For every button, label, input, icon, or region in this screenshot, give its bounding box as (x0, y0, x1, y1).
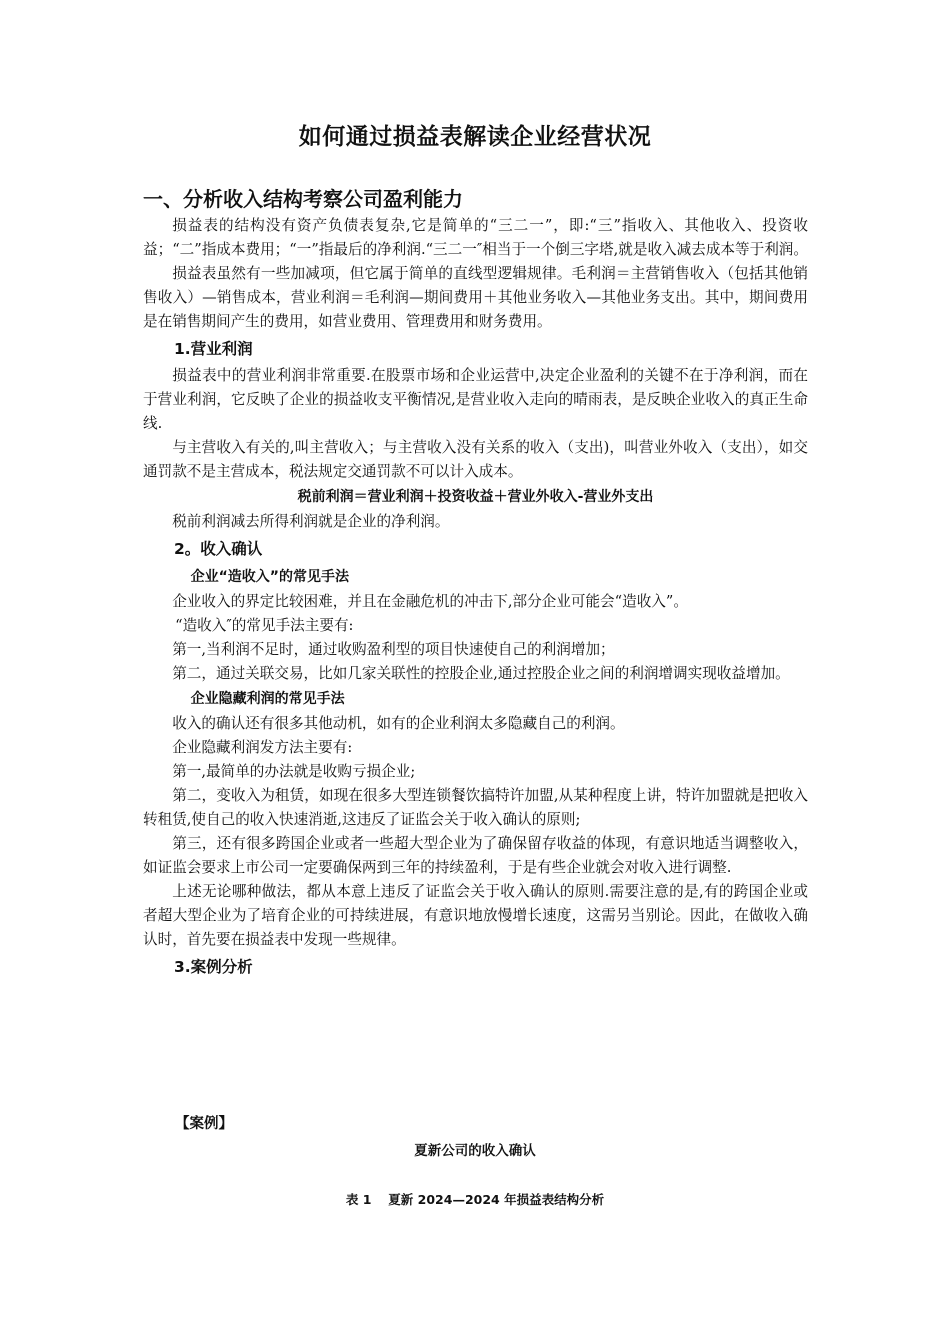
paragraph: 第三，还有很多跨国企业或者一些超大型企业为了确保留存收益的体现，有意识地适当调整收入，如证监会要求上市公司一定要确保两到三年的持续盈利，于是有些企业就会对收入进行调整. (143, 835, 808, 876)
paragraph: “造收入″的常见手法主要有: (175, 617, 354, 634)
paragraph: 第二，变收入为租赁，如现在很多大型连锁餐饮搞特许加盟,从某种程度上讲，特许加盟就是把收入转租赁,使自己的收入快速消逝,这违反了证监会关于收入确认的原则; (143, 787, 808, 828)
subheading-fake-revenue: 企业“造收入”的常见手法 (190, 569, 349, 585)
paragraph: 税前利润减去所得利润就是企业的净利润。 (172, 513, 450, 530)
paragraph: 与主营收入有关的,叫主营收入；与主营收入没有关系的收入（支出)，叫营业外收入（支出），如交通罚款不是主营成本，税法规定交通罚款不可以计入成本。 (143, 439, 808, 480)
case-label: 【案例】 (175, 1116, 233, 1132)
table-caption: 表 1 夏新 2024—2024 年损益表结构分析 (345, 1192, 605, 1207)
paragraph: 上述无论哪种做法，都从本意上违反了证监会关于收入确认的原则.需要注意的是,有的跨国企业或者超大型企业为了培育企业的可持续进展，有意识地放慢增长速度，这需另当别论。因此，在做收入确认时，首先要在损益表中发现一些规律。 (143, 883, 808, 948)
section-heading-1: 一、分析收入结构考察公司盈利能力 (143, 187, 463, 211)
paragraph: 损益表的结构没有资产负债表复杂,它是简单的“三二一”，即:“三”指收入、其他收入、投资收益；“二”指成本费用；“一”指最后的净利润.“三二一″相当于一个倒三字塔,就是收入减去成本等于利润。 (143, 217, 808, 258)
paragraph: 损益表中的营业利润非常重要.在股票市场和企业运营中,决定企业盈利的关键不在于净利润，而在于营业利润，它反映了企业的损益收支平衡情况,是营业收入走向的晴雨表，是反映企业收入的真正生命线. (143, 367, 808, 432)
paragraph: 第二，通过关联交易，比如几家关联性的控股企业,通过控股企业之间的利润增调实现收益增加。 (172, 665, 790, 682)
subheading-revenue-recognition: 2。收入确认 (174, 540, 263, 558)
document-body (143, 214, 808, 982)
case-title: 夏新公司的收入确认 (414, 1143, 536, 1159)
subheading-case-analysis: 3.案例分析 (174, 958, 253, 976)
paragraph: 第一,最简单的办法就是收购亏损企业; (172, 763, 416, 780)
paragraph: 企业收入的界定比较困难，并且在金融危机的冲击下,部分企业可能会“造收入”。 (172, 593, 688, 610)
document-title: 如何通过损益表解读企业经营状况 (298, 124, 652, 150)
paragraph: 企业隐藏利润发方法主要有: (172, 739, 353, 756)
formula-pretax-profit: 税前利润＝营业利润＋投资收益＋营业外收入-营业外支出 (297, 489, 654, 505)
paragraph: 第一,当利润不足时，通过收购盈利型的项目快速使自己的利润增加； (172, 641, 615, 658)
subheading-hidden-profit: 企业隐藏利润的常见手法 (190, 691, 345, 707)
subheading-operating-profit: 1.营业利润 (174, 340, 253, 358)
paragraph: 损益表虽然有一些加减项，但它属于简单的直线型逻辑规律。毛利润＝主营销售收入（包括其他销售收入）—销售成本，营业利润＝毛利润—期间费用＋其他业务收入—其他业务支出。其中，期间费用是在销售期间产生的费用，如营业费用、管理费用和财务费用。 (143, 265, 808, 330)
paragraph: 收入的确认还有很多其他动机，如有的企业利润太多隐藏自己的利润。 (172, 715, 625, 732)
